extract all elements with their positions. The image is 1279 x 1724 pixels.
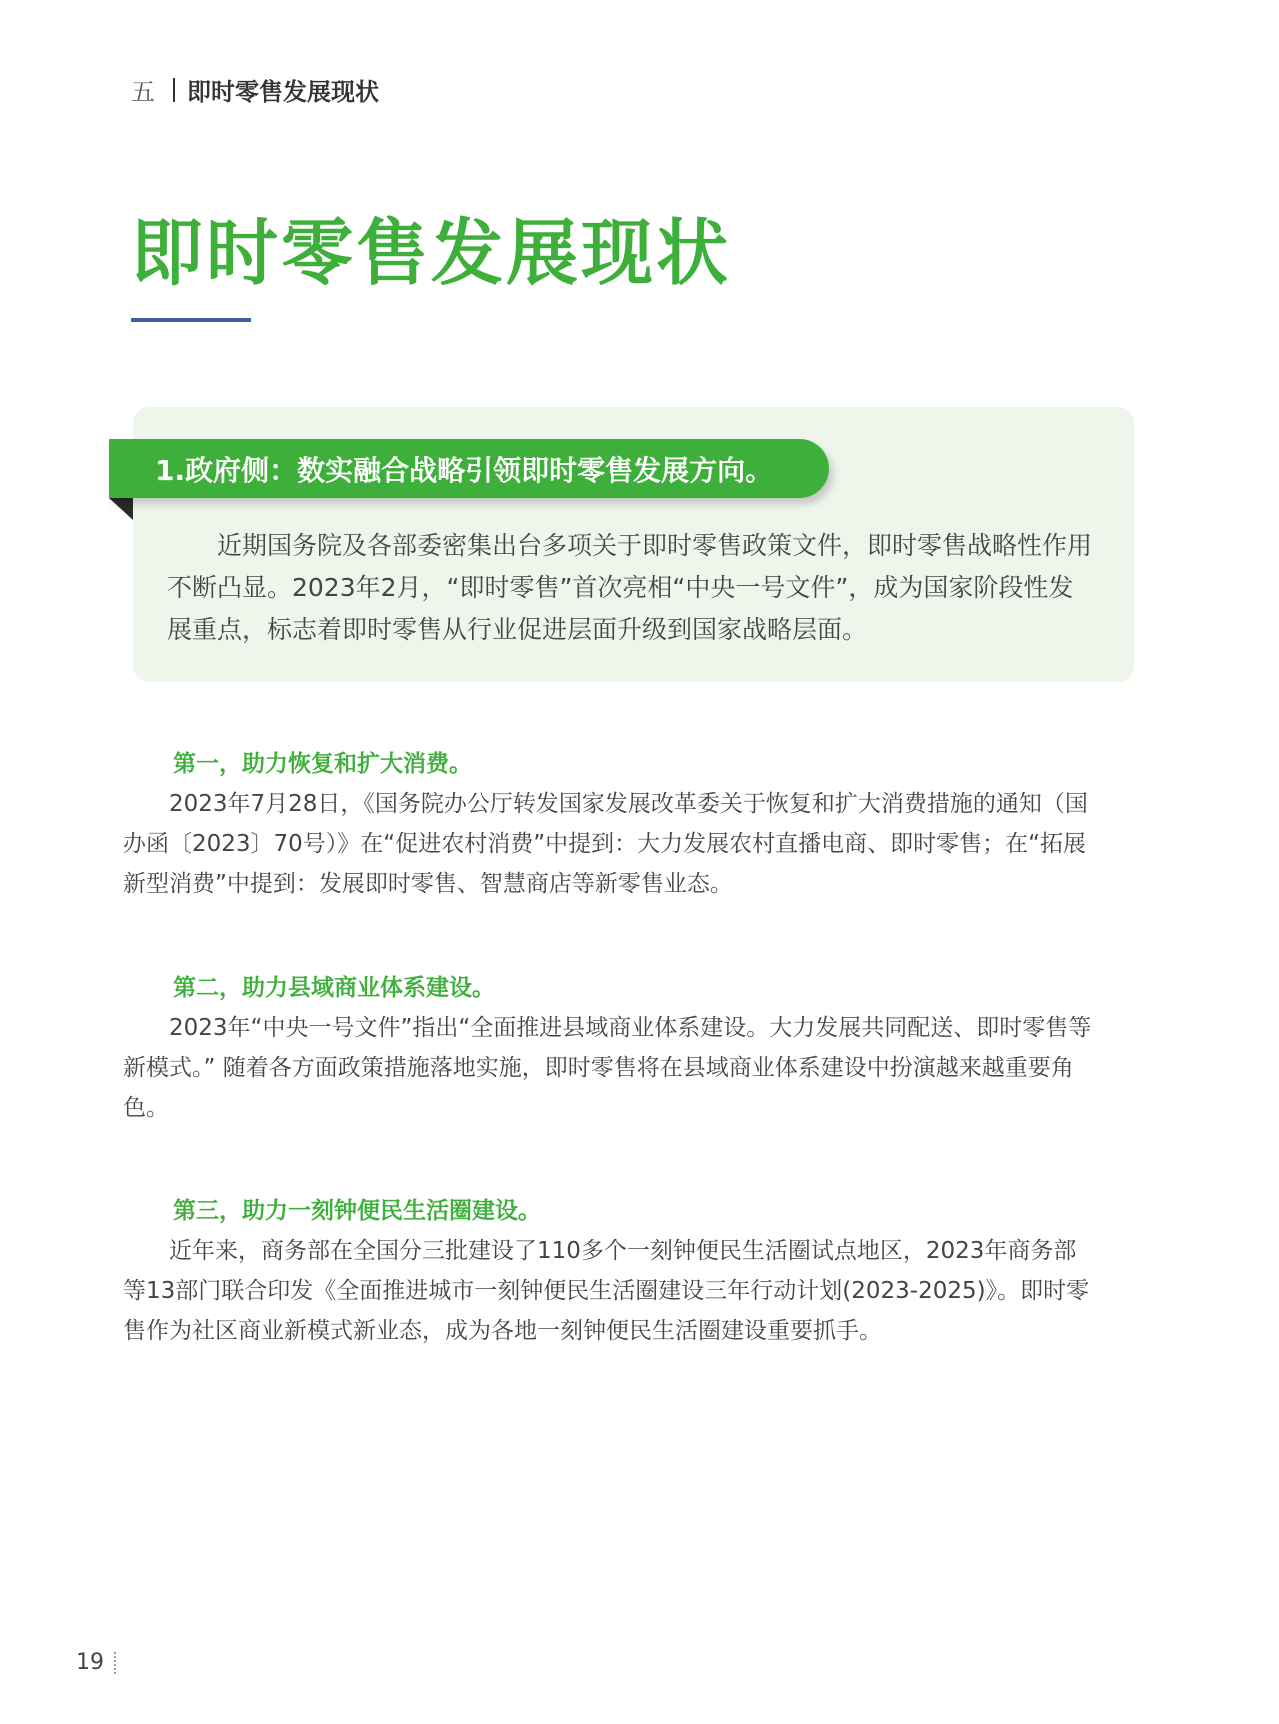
banner-fold: [109, 498, 133, 520]
highlight-body: 近期国务院及各部委密集出台多项关于即时零售政策文件，即时零售战略性作用不断凸显。2023年2月，“即时零售”首次亮相“中央一号文件”，成为国家阶段性发展重点，标志着即时零售从行业促进层面升级到国家战略层面。: [167, 531, 1093, 644]
section-heading: 第三，助力一刻钟便民生活圈建设。: [173, 1198, 541, 1224]
chapter-title: 即时零售发展现状: [187, 78, 379, 106]
section-2: [123, 970, 1099, 1128]
section-body: 2023年7月28日，《国务院办公厅转发国家发展改革委关于恢复和扩大消费措施的通知（国办函〔2023〕70号）》在“促进农村消费”中提到：大力发展农村直播电商、即时零售；在“拓展新型消费”中提到：发展即时零售、智慧商店等新零售业态。: [123, 791, 1088, 897]
page-number: [76, 1650, 116, 1675]
page-title: 即时零售发展现状: [131, 211, 732, 295]
section-3: [123, 1193, 1099, 1351]
section-heading: 第一，助力恢复和扩大消费。: [173, 751, 472, 777]
section-heading: 第二，助力县域商业体系建设。: [173, 975, 495, 1001]
highlight-banner: 1.政府侧：数实融合战略引领即时零售发展方向。: [109, 439, 829, 498]
chapter-number: 五: [131, 78, 155, 106]
running-head: [131, 72, 379, 107]
running-head-divider: [173, 78, 175, 102]
title-underline: [131, 318, 251, 322]
section-1: [123, 746, 1099, 904]
section-body: 2023年“中央一号文件”指出“全面推进县域商业体系建设。大力发展共同配送、即时零售等新模式。” 随着各方面政策措施落地实施，即时零售将在县域商业体系建设中扮演越来越重要角色。: [123, 1015, 1092, 1121]
section-body: 近年来，商务部在全国分三批建设了110多个一刻钟便民生活圈试点地区，2023年商务部等13部门联合印发《全面推进城市一刻钟便民生活圈建设三年行动计划(2023-2025)》。即时零售作为社区商业新模式新业态，成为各地一刻钟便民生活圈建设重要抓手。: [123, 1238, 1090, 1344]
page-number-text: 19: [76, 1650, 104, 1675]
page-number-divider: [114, 1652, 116, 1674]
